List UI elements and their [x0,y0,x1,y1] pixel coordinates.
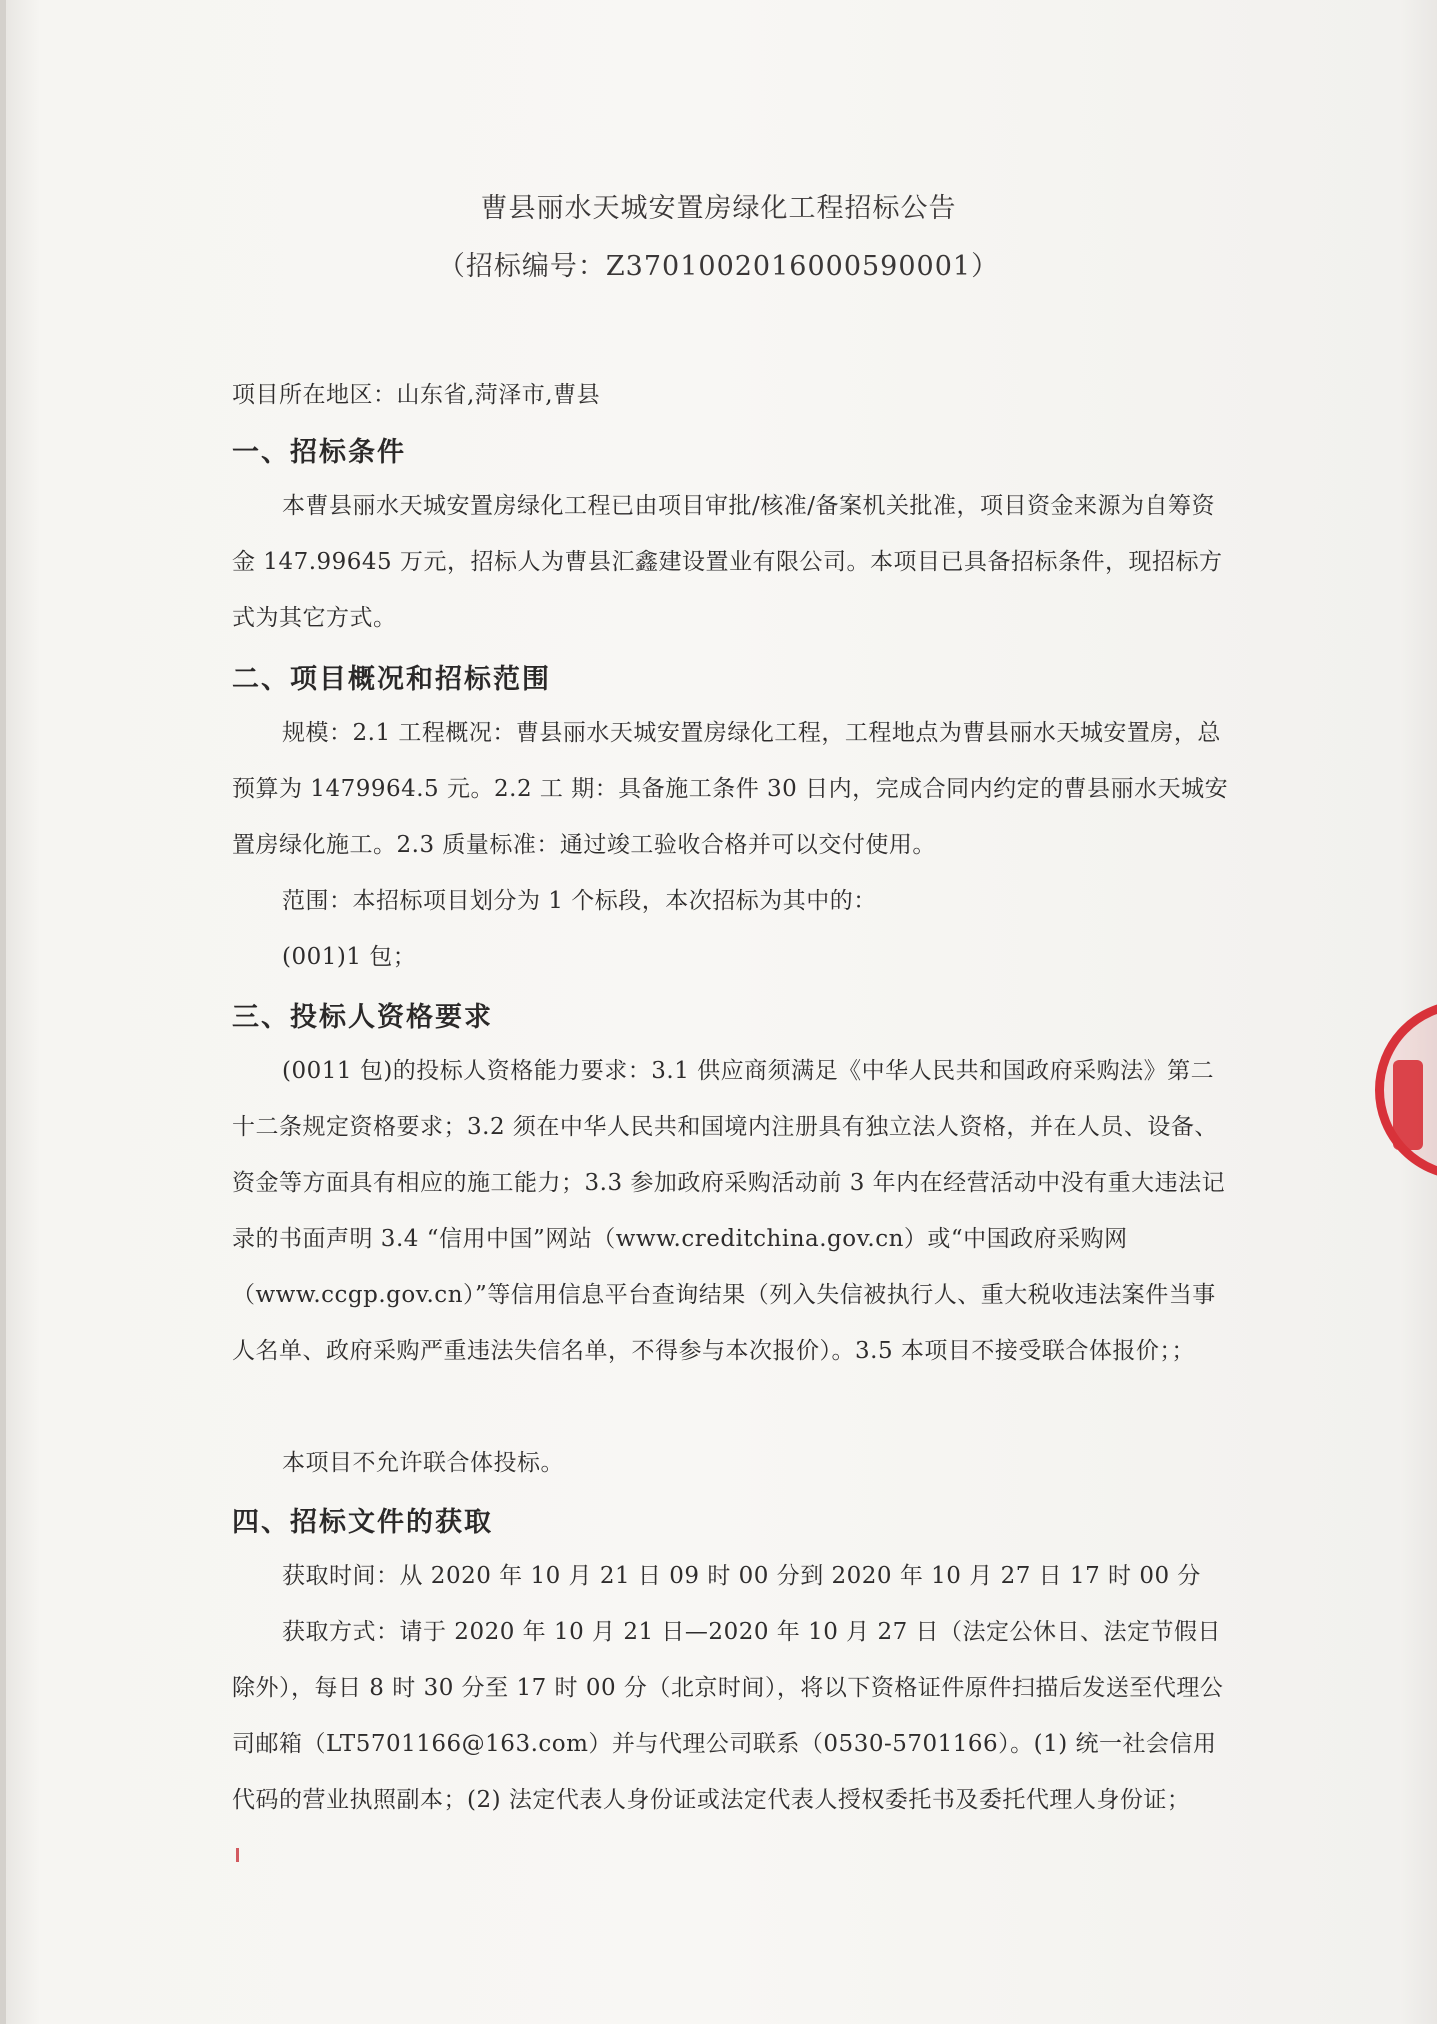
document-title: 曹县丽水天城安置房绿化工程招标公告 [480,193,957,224]
tender-number: （招标编号：Z3701002016000590001） [437,251,1000,282]
section-2-paragraph-scope: 规模：2.1 工程概况：曹县丽水天城安置房绿化工程，工程地点为曹县丽水天城安置房，总预算为 1479964.5 元。2.2 工 期：具备施工条件 30 日内，完成合同内约定的曹县丽水天城安置房绿化施工。2.3 质量标准：通过竣工验收合格并可以交付使用。 [232,720,1229,858]
section-heading-2: 二、项目概况和招标范围 [232,664,551,695]
project-location: 项目所在地区：山东省,菏泽市,曹县 [232,382,601,408]
section-4-paragraph-method: 获取方式：请于 2020 年 10 月 21 日—2020 年 10 月 27 日（法定公休日、法定节假日除外），每日 8 时 30 分至 17 时 00 分（北京时间），将以下资格证件原件扫描后发送至代理公司邮箱（LT5701166@163.com）并与代理公司联系（0530-5701166）。(1) 统一社会信用代码的营业执照副本；(2) 法定代表人身份证或法定代表人授权委托书及委托代理人身份证； [232,1619,1224,1813]
section-2-paragraph-lot: (001)1 包； [282,944,417,970]
section-1-paragraph: 本曹县丽水天城安置房绿化工程已由项目审批/核准/备案机关批准，项目资金来源为自筹资金 147.99645 万元，招标人为曹县汇鑫建设置业有限公司。本项目已具备招标条件，现招标方式为其它方式。 [232,493,1223,631]
section-3-paragraph-consortium: 本项目不允许联合体投标。 [282,1450,564,1476]
section-heading-1: 一、招标条件 [232,437,406,468]
section-2-paragraph-range: 范围：本招标项目划分为 1 个标段，本次招标为其中的： [282,888,877,914]
red-ink-speck [236,1848,239,1862]
section-heading-3: 三、投标人资格要求 [232,1002,493,1033]
section-4-paragraph-time: 获取时间：从 2020 年 10 月 21 日 09 时 00 分到 2020 年 10 月 27 日 17 时 00 分 [282,1563,1201,1589]
section-heading-4: 四、招标文件的获取 [232,1507,493,1538]
red-seal-fragment [1393,1060,1423,1150]
section-3-paragraph-requirements: (0011 包)的投标人资格能力要求：3.1 供应商须满足《中华人民共和国政府采购法》第二十二条规定资格要求；3.2 须在中华人民共和国境内注册具有独立法人资格，并在人员、设备、资金等方面具有相应的施工能力；3.3 参加政府采购活动前 3 年内在经营活动中没有重大违法记录的书面声明 3.4 “信用中国”网站（www.creditchina.gov.cn）或“中国政府采购网（www.ccgp.gov.cn）”等信用信息平台查询结果（列入失信被执行人、重大税收违法案件当事人名单、政府采购严重违法失信名单，不得参与本次报价）。3.5 本项目不接受联合体报价；； [232,1058,1226,1364]
page-edge-shadow [0,0,6,2024]
